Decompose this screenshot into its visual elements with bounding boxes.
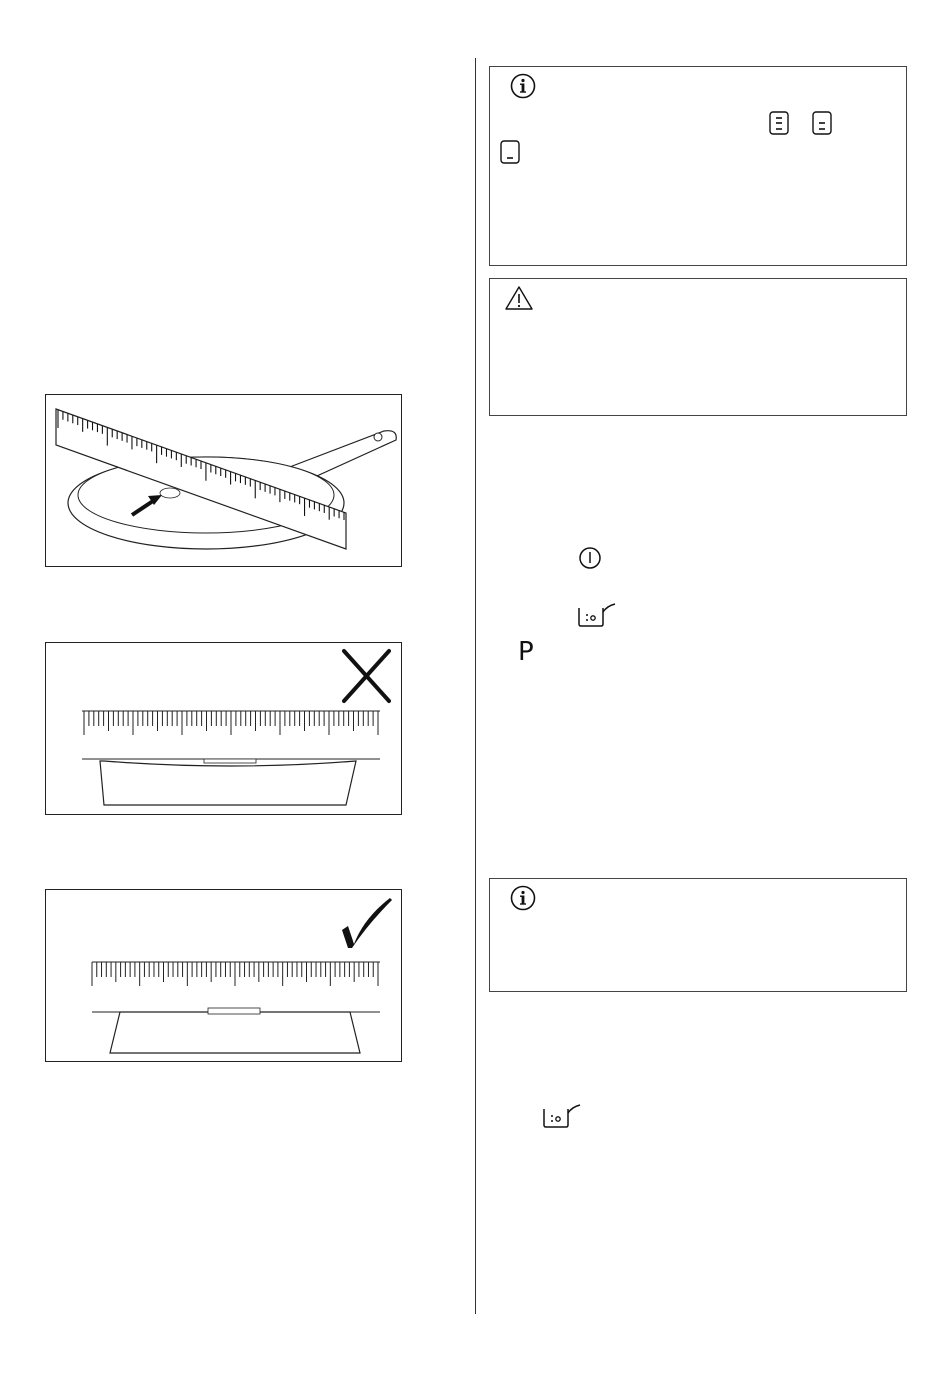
ruler-scale xyxy=(82,711,380,735)
figure-incorrect-example xyxy=(45,642,402,815)
info-icon xyxy=(510,73,536,99)
display-symbol-level-1 xyxy=(500,140,520,164)
figure-correct-example xyxy=(45,889,402,1062)
display-letter-p: P xyxy=(518,637,534,667)
display-symbol-level-2 xyxy=(812,111,832,135)
ruler-and-pan-illustration xyxy=(46,395,401,566)
figure-ruler-on-pan xyxy=(45,394,402,567)
warning-icon xyxy=(504,285,534,311)
pan-profile xyxy=(110,1008,360,1053)
ruler-scale xyxy=(92,962,380,986)
warning-note xyxy=(489,278,907,416)
check-mark-icon xyxy=(342,898,392,948)
power-icon xyxy=(578,546,602,570)
info-note xyxy=(489,66,907,266)
pot-detection-icon xyxy=(577,602,617,628)
column-divider xyxy=(475,58,476,1314)
info-note-2 xyxy=(489,878,907,992)
cross-mark-icon xyxy=(344,651,389,701)
info-icon xyxy=(510,885,536,911)
pan-profile xyxy=(100,759,356,805)
pot-detection-icon xyxy=(542,1103,582,1129)
display-symbol-level-3 xyxy=(769,111,789,135)
